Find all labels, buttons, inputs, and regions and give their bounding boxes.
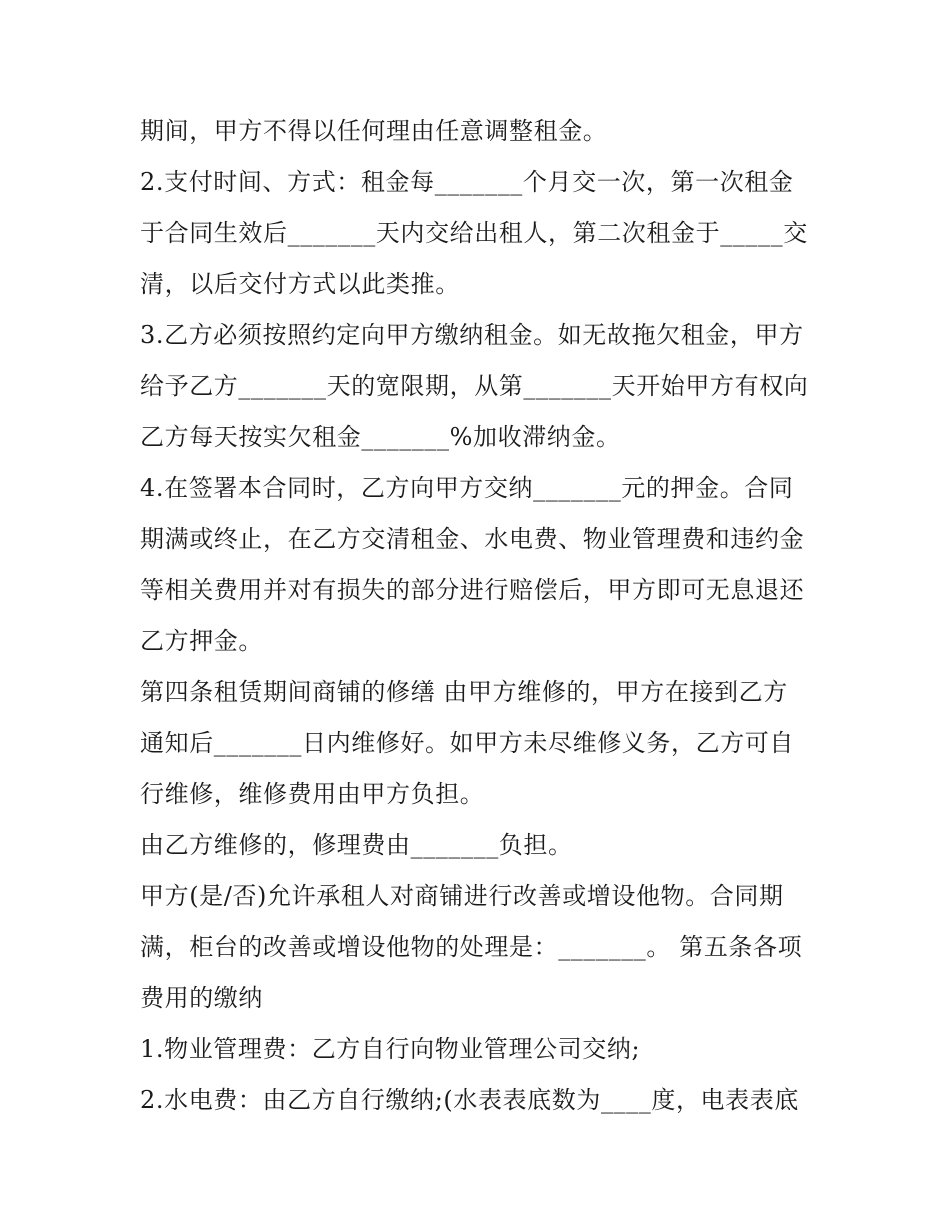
text-line: 乙方押金。 <box>140 627 263 655</box>
text-line: 2.水电费：由乙方自行缴纳;(水表表底数为____度，电表表底 <box>140 1086 799 1114</box>
text-line: 甲方(是/否)允许承租人对商铺进行改善或增设他物。合同期 <box>140 882 784 910</box>
text-line: 行维修，维修费用由甲方负担。 <box>140 780 485 808</box>
text-line: 1.物业管理费：乙方自行向物业管理公司交纳; <box>140 1035 641 1063</box>
text-line: 第四条租赁期间商铺的修缮 由甲方维修的，甲方在接到乙方 <box>140 678 788 706</box>
text-line: 清，以后交付方式以此类推。 <box>140 270 460 298</box>
text-line: 期间，甲方不得以任何理由任意调整租金。 <box>140 117 608 145</box>
text-line: 通知后_______日内维修好。如甲方未尽维修义务，乙方可自 <box>140 729 794 757</box>
text-line: 由乙方维修的，修理费由_______负担。 <box>140 831 573 859</box>
document-body <box>140 106 830 1126</box>
text-line: 2.支付时间、方式：租金每_______个月交一次，第一次租金 <box>140 168 794 196</box>
text-line: 等相关费用并对有损失的部分进行赔偿后，甲方即可无息退还 <box>140 576 805 604</box>
text-line: 期满或终止，在乙方交清租金、水电费、物业管理费和违约金 <box>140 525 805 553</box>
text-line: 乙方每天按实欠租金_______%加收滞纳金。 <box>140 423 621 451</box>
text-line: 3.乙方必须按照约定向甲方缴纳租金。如无故拖欠租金，甲方 <box>140 321 804 349</box>
text-line: 4.在签署本合同时，乙方向甲方交纳_______元的押金。合同 <box>140 474 794 502</box>
text-line: 满，柜台的改善或增设他物的处理是：_______。 第五条各项 <box>140 933 803 961</box>
text-line: 费用的缴纳 <box>140 984 263 1012</box>
text-line: 于合同生效后_______天内交给出租人，第二次租金于_____交 <box>140 219 808 247</box>
text-line: 给予乙方_______天的宽限期，从第_______天开始甲方有权向 <box>140 372 809 400</box>
